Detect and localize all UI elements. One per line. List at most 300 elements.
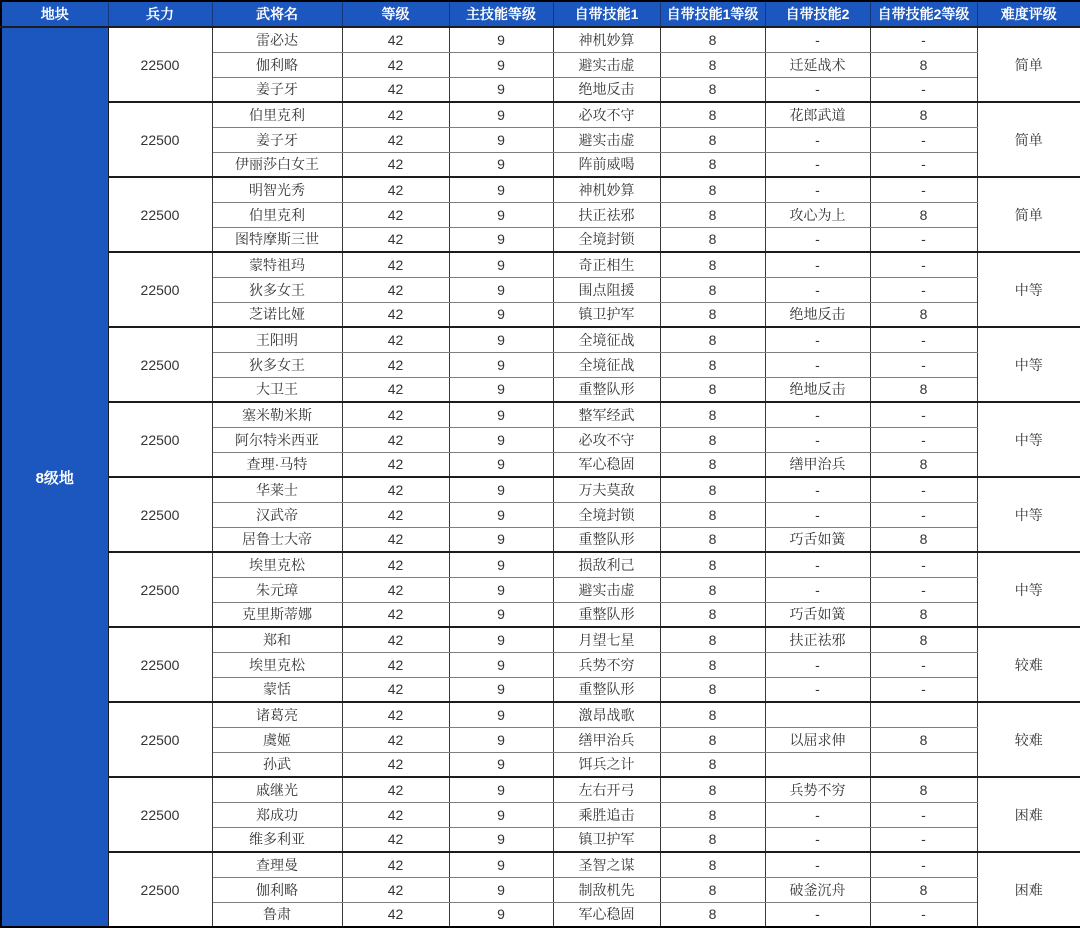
cell-main-skill-level: 9 [449, 852, 553, 877]
cell-skill1-level: 8 [660, 427, 765, 452]
cell-general-name: 狄多女王 [212, 277, 342, 302]
cell-level: 42 [342, 877, 449, 902]
cell-main-skill-level: 9 [449, 127, 553, 152]
table-row [1, 27, 1080, 52]
cell-skill1: 制敌机先 [553, 877, 660, 902]
cell-general-name: 华莱士 [212, 477, 342, 502]
cell-general-name: 郑成功 [212, 802, 342, 827]
cell-main-skill-level: 9 [449, 227, 553, 252]
cell-skill1-level: 8 [660, 227, 765, 252]
cell-level: 42 [342, 777, 449, 802]
cell-level: 42 [342, 852, 449, 877]
table-row [1, 327, 1080, 352]
cell-general-name: 图特摩斯三世 [212, 227, 342, 252]
cell-general-name: 孙武 [212, 752, 342, 777]
cell-skill1-level: 8 [660, 277, 765, 302]
cell-general-name: 芝诺比娅 [212, 302, 342, 327]
cell-skill2-level: - [870, 802, 977, 827]
cell-level: 42 [342, 252, 449, 277]
cell-main-skill-level: 9 [449, 577, 553, 602]
cell-general-name: 伯里克利 [212, 102, 342, 127]
cell-skill1: 军心稳固 [553, 452, 660, 477]
cell-skill1-level: 8 [660, 252, 765, 277]
column-header-level: 等级 [342, 1, 449, 27]
cell-level: 42 [342, 477, 449, 502]
cell-skill2-level: 8 [870, 452, 977, 477]
cell-skill2: - [765, 427, 870, 452]
cell-main-skill-level: 9 [449, 302, 553, 327]
cell-skill1-level: 8 [660, 627, 765, 652]
cell-skill1-level: 8 [660, 202, 765, 227]
cell-general-name: 汉武帝 [212, 502, 342, 527]
cell-level: 42 [342, 752, 449, 777]
cell-skill2: 攻心为上 [765, 202, 870, 227]
cell-level: 42 [342, 602, 449, 627]
cell-general-name: 诸葛亮 [212, 702, 342, 727]
cell-skill2: 绝地反击 [765, 377, 870, 402]
cell-skill1: 神机妙算 [553, 177, 660, 202]
cell-skill2: - [765, 477, 870, 502]
cell-main-skill-level: 9 [449, 777, 553, 802]
cell-general-name: 伽利略 [212, 877, 342, 902]
cell-skill2-level: 8 [870, 377, 977, 402]
cell-skill1-level: 8 [660, 877, 765, 902]
cell-skill1: 圣智之谋 [553, 852, 660, 877]
cell-general-name: 明智光秀 [212, 177, 342, 202]
cell-skill1: 扶正祛邪 [553, 202, 660, 227]
cell-skill2: - [765, 827, 870, 852]
cell-level: 42 [342, 427, 449, 452]
cell-difficulty: 中等 [977, 252, 1080, 327]
cell-main-skill-level: 9 [449, 527, 553, 552]
column-header-skill1: 自带技能1 [553, 1, 660, 27]
cell-skill2: 迁延战术 [765, 52, 870, 77]
cell-skill1-level: 8 [660, 127, 765, 152]
cell-skill1: 必攻不守 [553, 102, 660, 127]
cell-difficulty: 中等 [977, 327, 1080, 402]
cell-general-name: 蒙恬 [212, 677, 342, 702]
cell-main-skill-level: 9 [449, 702, 553, 727]
cell-troops: 22500 [108, 852, 212, 927]
cell-main-skill-level: 9 [449, 727, 553, 752]
cell-main-skill-level: 9 [449, 202, 553, 227]
cell-skill1-level: 8 [660, 577, 765, 602]
cell-skill2: 缮甲治兵 [765, 452, 870, 477]
cell-main-skill-level: 9 [449, 377, 553, 402]
cell-skill1-level: 8 [660, 902, 765, 927]
cell-skill1: 重整队形 [553, 377, 660, 402]
cell-difficulty: 困难 [977, 777, 1080, 852]
cell-troops: 22500 [108, 552, 212, 627]
cell-troops: 22500 [108, 777, 212, 852]
cell-general-name: 塞米勒米斯 [212, 402, 342, 427]
cell-skill2-level: 8 [870, 102, 977, 127]
cell-skill2 [765, 702, 870, 727]
cell-level: 42 [342, 652, 449, 677]
cell-skill2-level: 8 [870, 302, 977, 327]
cell-level: 42 [342, 827, 449, 852]
cell-skill2-level: 8 [870, 877, 977, 902]
cell-skill2-level: - [870, 27, 977, 52]
cell-skill1: 缮甲治兵 [553, 727, 660, 752]
table-row [1, 777, 1080, 802]
cell-difficulty: 中等 [977, 552, 1080, 627]
cell-level: 42 [342, 302, 449, 327]
cell-skill2-level: - [870, 227, 977, 252]
cell-skill1-level: 8 [660, 677, 765, 702]
cell-skill2-level: - [870, 652, 977, 677]
column-header-difficulty: 难度评级 [977, 1, 1080, 27]
cell-level: 42 [342, 577, 449, 602]
cell-skill2-level: - [870, 577, 977, 602]
cell-general-name: 王阳明 [212, 327, 342, 352]
cell-general-name: 埃里克松 [212, 552, 342, 577]
cell-skill2: 以屈求伸 [765, 727, 870, 752]
cell-skill2: - [765, 577, 870, 602]
cell-level: 42 [342, 802, 449, 827]
cell-skill2: - [765, 402, 870, 427]
cell-skill2-level: - [870, 902, 977, 927]
table-row [1, 177, 1080, 202]
cell-troops: 22500 [108, 702, 212, 777]
cell-skill2-level: - [870, 427, 977, 452]
cell-skill1-level: 8 [660, 377, 765, 402]
cell-difficulty: 困难 [977, 852, 1080, 927]
cell-main-skill-level: 9 [449, 752, 553, 777]
cell-skill2: - [765, 902, 870, 927]
table-row [1, 477, 1080, 502]
table-row [1, 852, 1080, 877]
cell-skill2: - [765, 177, 870, 202]
cell-skill1: 必攻不守 [553, 427, 660, 452]
cell-skill1-level: 8 [660, 852, 765, 877]
cell-skill1: 阵前威喝 [553, 152, 660, 177]
cell-skill2: - [765, 27, 870, 52]
cell-skill2: - [765, 552, 870, 577]
cell-skill2: 绝地反击 [765, 302, 870, 327]
cell-skill2-level: 8 [870, 52, 977, 77]
cell-general-name: 阿尔特米西亚 [212, 427, 342, 452]
cell-skill1: 饵兵之计 [553, 752, 660, 777]
cell-main-skill-level: 9 [449, 452, 553, 477]
cell-main-skill-level: 9 [449, 502, 553, 527]
cell-skill1: 全境征战 [553, 327, 660, 352]
cell-skill2-level: 8 [870, 727, 977, 752]
cell-level: 42 [342, 677, 449, 702]
cell-skill1-level: 8 [660, 77, 765, 102]
cell-skill1-level: 8 [660, 402, 765, 427]
cell-main-skill-level: 9 [449, 102, 553, 127]
cell-general-name: 伽利略 [212, 52, 342, 77]
cell-skill2-level: - [870, 252, 977, 277]
cell-skill1: 避实击虚 [553, 52, 660, 77]
cell-skill2-level: - [870, 552, 977, 577]
cell-skill1: 镇卫护军 [553, 827, 660, 852]
cell-skill2-level [870, 752, 977, 777]
cell-troops: 22500 [108, 177, 212, 252]
cell-skill2-level [870, 702, 977, 727]
cell-skill2: - [765, 652, 870, 677]
cell-level: 42 [342, 127, 449, 152]
cell-general-name: 伯里克利 [212, 202, 342, 227]
cell-skill1-level: 8 [660, 27, 765, 52]
cell-skill1-level: 8 [660, 652, 765, 677]
cell-troops: 22500 [108, 402, 212, 477]
cell-main-skill-level: 9 [449, 602, 553, 627]
cell-skill1: 兵势不穷 [553, 652, 660, 677]
cell-troops: 22500 [108, 102, 212, 177]
cell-skill2-level: 8 [870, 627, 977, 652]
cell-main-skill-level: 9 [449, 877, 553, 902]
cell-difficulty: 简单 [977, 102, 1080, 177]
cell-skill2: - [765, 852, 870, 877]
cell-skill2-level: - [870, 327, 977, 352]
cell-skill1-level: 8 [660, 302, 765, 327]
cell-difficulty: 简单 [977, 27, 1080, 102]
cell-skill2: - [765, 677, 870, 702]
cell-skill1: 万夫莫敌 [553, 477, 660, 502]
table-row [1, 252, 1080, 277]
cell-main-skill-level: 9 [449, 652, 553, 677]
cell-main-skill-level: 9 [449, 152, 553, 177]
cell-skill1: 激昂战歌 [553, 702, 660, 727]
cell-level: 42 [342, 177, 449, 202]
cell-skill2-level: - [870, 677, 977, 702]
cell-skill2: - [765, 127, 870, 152]
cell-level: 42 [342, 227, 449, 252]
cell-skill1-level: 8 [660, 327, 765, 352]
cell-level: 42 [342, 527, 449, 552]
cell-skill1: 镇卫护军 [553, 302, 660, 327]
cell-level: 42 [342, 502, 449, 527]
cell-troops: 22500 [108, 252, 212, 327]
cell-troops: 22500 [108, 327, 212, 402]
cell-skill1-level: 8 [660, 727, 765, 752]
cell-skill2-level: - [870, 77, 977, 102]
cell-skill1: 损敌利己 [553, 552, 660, 577]
cell-skill2: 扶正祛邪 [765, 627, 870, 652]
cell-troops: 22500 [108, 627, 212, 702]
cell-level: 42 [342, 377, 449, 402]
cell-general-name: 戚继光 [212, 777, 342, 802]
cell-skill1-level: 8 [660, 352, 765, 377]
cell-main-skill-level: 9 [449, 77, 553, 102]
cell-difficulty: 简单 [977, 177, 1080, 252]
cell-skill1: 重整队形 [553, 677, 660, 702]
cell-level: 42 [342, 452, 449, 477]
cell-main-skill-level: 9 [449, 252, 553, 277]
cell-skill2-level: - [870, 127, 977, 152]
cell-troops: 22500 [108, 27, 212, 102]
cell-skill1: 重整队形 [553, 602, 660, 627]
cell-level: 42 [342, 27, 449, 52]
cell-general-name: 姜子牙 [212, 77, 342, 102]
cell-skill2: - [765, 152, 870, 177]
cell-troops: 22500 [108, 477, 212, 552]
cell-general-name: 朱元璋 [212, 577, 342, 602]
cell-skill1-level: 8 [660, 527, 765, 552]
cell-skill1-level: 8 [660, 52, 765, 77]
cell-general-name: 虞姬 [212, 727, 342, 752]
cell-general-name: 查理曼 [212, 852, 342, 877]
cell-main-skill-level: 9 [449, 327, 553, 352]
cell-level: 42 [342, 202, 449, 227]
cell-skill1: 全境征战 [553, 352, 660, 377]
table-header [1, 1, 1080, 27]
cell-skill1-level: 8 [660, 602, 765, 627]
cell-main-skill-level: 9 [449, 827, 553, 852]
table-row [1, 702, 1080, 727]
cell-skill1: 乘胜追击 [553, 802, 660, 827]
column-header-main-skill-level: 主技能等级 [449, 1, 553, 27]
cell-skill1-level: 8 [660, 827, 765, 852]
cell-skill2-level: - [870, 827, 977, 852]
cell-skill2: - [765, 352, 870, 377]
cell-level: 42 [342, 902, 449, 927]
cell-skill2: - [765, 277, 870, 302]
cell-skill2: - [765, 502, 870, 527]
cell-skill1: 神机妙算 [553, 27, 660, 52]
cell-skill2-level: - [870, 852, 977, 877]
cell-general-name: 蒙特祖玛 [212, 252, 342, 277]
cell-skill1: 全境封锁 [553, 502, 660, 527]
cell-skill2: - [765, 802, 870, 827]
cell-level: 42 [342, 152, 449, 177]
cell-skill2 [765, 752, 870, 777]
cell-main-skill-level: 9 [449, 52, 553, 77]
column-header-general-name: 武将名 [212, 1, 342, 27]
cell-level: 42 [342, 77, 449, 102]
cell-general-name: 狄多女王 [212, 352, 342, 377]
cell-main-skill-level: 9 [449, 477, 553, 502]
cell-skill1-level: 8 [660, 452, 765, 477]
cell-skill1: 重整队形 [553, 527, 660, 552]
cell-skill1-level: 8 [660, 102, 765, 127]
cell-skill1-level: 8 [660, 152, 765, 177]
cell-difficulty: 较难 [977, 702, 1080, 777]
cell-level: 42 [342, 552, 449, 577]
cell-level: 42 [342, 402, 449, 427]
cell-main-skill-level: 9 [449, 677, 553, 702]
cell-general-name: 查理·马特 [212, 452, 342, 477]
cell-skill2: 巧舌如簧 [765, 527, 870, 552]
column-header-skill1-level: 自带技能1等级 [660, 1, 765, 27]
cell-general-name: 郑和 [212, 627, 342, 652]
header-row [1, 1, 1080, 27]
cell-skill1: 整军经武 [553, 402, 660, 427]
cell-skill1-level: 8 [660, 552, 765, 577]
cell-general-name: 姜子牙 [212, 127, 342, 152]
cell-skill2-level: 8 [870, 527, 977, 552]
cell-skill2-level: - [870, 402, 977, 427]
cell-main-skill-level: 9 [449, 177, 553, 202]
cell-skill1-level: 8 [660, 752, 765, 777]
cell-skill1: 左右开弓 [553, 777, 660, 802]
cell-skill1-level: 8 [660, 477, 765, 502]
cell-difficulty: 较难 [977, 627, 1080, 702]
table-row [1, 102, 1080, 127]
cell-skill2-level: - [870, 352, 977, 377]
cell-main-skill-level: 9 [449, 27, 553, 52]
cell-main-skill-level: 9 [449, 902, 553, 927]
cell-skill2: 花郎武道 [765, 102, 870, 127]
cell-skill2: - [765, 327, 870, 352]
cell-difficulty: 中等 [977, 477, 1080, 552]
cell-skill2-level: - [870, 277, 977, 302]
cell-skill1-level: 8 [660, 802, 765, 827]
cell-skill2: - [765, 227, 870, 252]
cell-skill2-level: - [870, 477, 977, 502]
table-row [1, 552, 1080, 577]
cell-skill2-level: 8 [870, 202, 977, 227]
cell-level: 42 [342, 702, 449, 727]
cell-general-name: 维多利亚 [212, 827, 342, 852]
cell-skill1: 奇正相生 [553, 252, 660, 277]
cell-skill1: 围点阻援 [553, 277, 660, 302]
cell-skill2: - [765, 252, 870, 277]
cell-skill1: 避实击虚 [553, 127, 660, 152]
cell-main-skill-level: 9 [449, 352, 553, 377]
cell-skill1-level: 8 [660, 502, 765, 527]
cell-difficulty: 中等 [977, 402, 1080, 477]
cell-skill2: 巧舌如簧 [765, 602, 870, 627]
cell-level: 42 [342, 352, 449, 377]
cell-level: 42 [342, 627, 449, 652]
cell-general-name: 克里斯蒂娜 [212, 602, 342, 627]
cell-general-name: 埃里克松 [212, 652, 342, 677]
cell-general-name: 伊丽莎白女王 [212, 152, 342, 177]
cell-general-name: 鲁肃 [212, 902, 342, 927]
cell-skill2-level: 8 [870, 777, 977, 802]
cell-skill2: 破釜沉舟 [765, 877, 870, 902]
cell-level: 42 [342, 102, 449, 127]
cell-main-skill-level: 9 [449, 427, 553, 452]
cell-general-name: 大卫王 [212, 377, 342, 402]
cell-general-name: 雷必达 [212, 27, 342, 52]
cell-skill2: 兵势不穷 [765, 777, 870, 802]
cell-main-skill-level: 9 [449, 402, 553, 427]
table-row [1, 402, 1080, 427]
cell-skill1-level: 8 [660, 777, 765, 802]
table-body [1, 27, 1080, 927]
column-header-skill2: 自带技能2 [765, 1, 870, 27]
cell-skill1-level: 8 [660, 702, 765, 727]
column-header-land: 地块 [1, 1, 108, 27]
cell-skill2-level: - [870, 152, 977, 177]
cell-skill2-level: - [870, 177, 977, 202]
cell-skill1: 绝地反击 [553, 77, 660, 102]
cell-skill1: 全境封锁 [553, 227, 660, 252]
cell-level: 42 [342, 327, 449, 352]
cell-skill1: 月望七星 [553, 627, 660, 652]
cell-land-block: 8级地 [1, 27, 108, 927]
column-header-skill2-level: 自带技能2等级 [870, 1, 977, 27]
cell-main-skill-level: 9 [449, 552, 553, 577]
cell-main-skill-level: 9 [449, 277, 553, 302]
cell-level: 42 [342, 727, 449, 752]
cell-skill2: - [765, 77, 870, 102]
cell-skill2-level: - [870, 502, 977, 527]
cell-skill2-level: 8 [870, 602, 977, 627]
cell-main-skill-level: 9 [449, 627, 553, 652]
cell-skill1: 避实击虚 [553, 577, 660, 602]
cell-main-skill-level: 9 [449, 802, 553, 827]
cell-skill1: 军心稳固 [553, 902, 660, 927]
cell-level: 42 [342, 52, 449, 77]
column-header-troops: 兵力 [108, 1, 212, 27]
cell-general-name: 居鲁士大帝 [212, 527, 342, 552]
cell-level: 42 [342, 277, 449, 302]
